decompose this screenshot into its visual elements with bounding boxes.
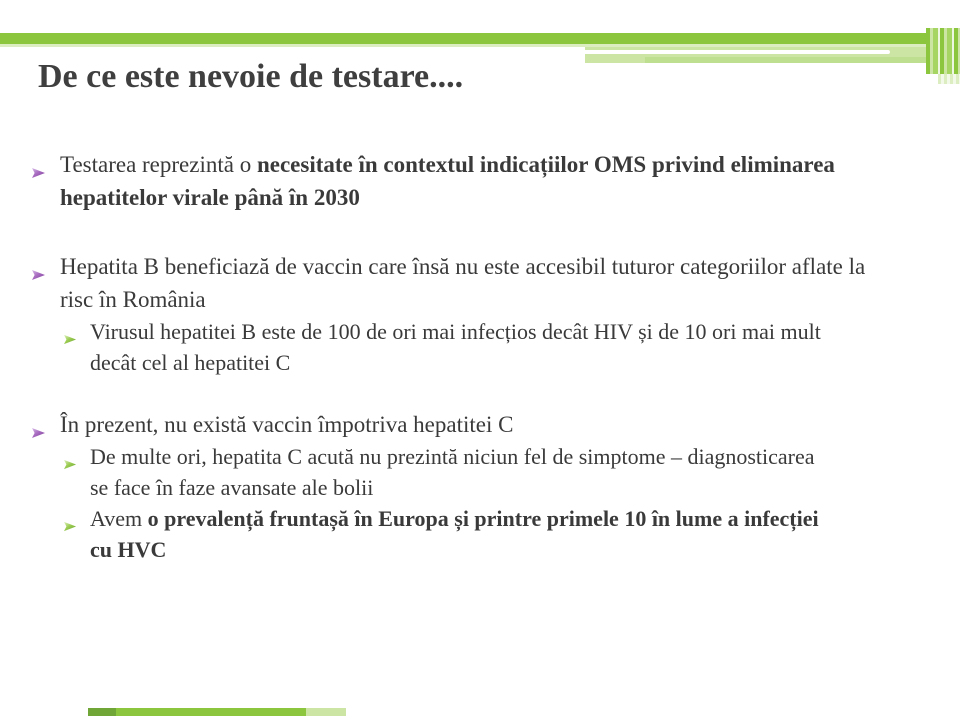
bullet-text: risc în România [60, 287, 206, 312]
bullet-item [30, 250, 935, 316]
purple-arrowhead-bullet-icon [32, 416, 46, 430]
sub-bullet-item [62, 503, 935, 565]
bullet-text: Hepatita B beneficiază de vaccin care însă nu este accesibil tuturor categoriilor aflate la [60, 254, 866, 279]
white-accent-line [567, 50, 890, 54]
bullet-text-bold: o prevalență fruntașă în Europa și printre primele 10 în lume a infecției [147, 506, 819, 531]
green-arrowhead-bullet-icon [64, 323, 78, 337]
bullet-item [30, 148, 935, 214]
bullet-text: Virusul hepatitei B este de 100 de ori mai infecțios decât HIV și de 10 ori mai mult [90, 319, 821, 344]
slide-body [30, 148, 935, 565]
purple-arrowhead-bullet-icon [32, 258, 46, 272]
slide-title: De ce este nevoie de testare.... [38, 58, 464, 95]
footer-dark-segment [88, 708, 116, 716]
bullet-text-bold: necesitate în contextul indicațiilor OMS privind eliminarea [256, 152, 835, 177]
green-arrowhead-bullet-icon [64, 510, 78, 524]
bullet-text: decât cel al hepatitei C [90, 350, 291, 375]
bullet-text: De multe ori, hepatita C acută nu prezintă niciun fel de simptome – diagnosticarea [90, 444, 815, 469]
sub-bullet-item [62, 316, 935, 378]
light-green-band-lower [645, 57, 960, 63]
green-arrowhead-bullet-icon [64, 448, 78, 462]
bullet-text-bold: cu HVC [90, 537, 167, 562]
bullet-text: În prezent, nu există vaccin împotriva hepatitei C [60, 412, 514, 437]
green-header-bar [0, 33, 960, 44]
corner-stripes-tail [938, 74, 960, 84]
bullet-item [30, 408, 935, 441]
bullet-text: se face în faze avansate ale bolii [90, 475, 374, 500]
purple-arrowhead-bullet-icon [32, 156, 46, 170]
footer-light-segment [306, 708, 346, 716]
corner-stripes-decoration [926, 28, 960, 74]
sub-bullet-item [62, 441, 935, 503]
bullet-text-bold: hepatitelor virale până în 2030 [60, 185, 360, 210]
bullet-text: Testarea reprezintă o [60, 152, 257, 177]
bullet-text: Avem [90, 506, 148, 531]
